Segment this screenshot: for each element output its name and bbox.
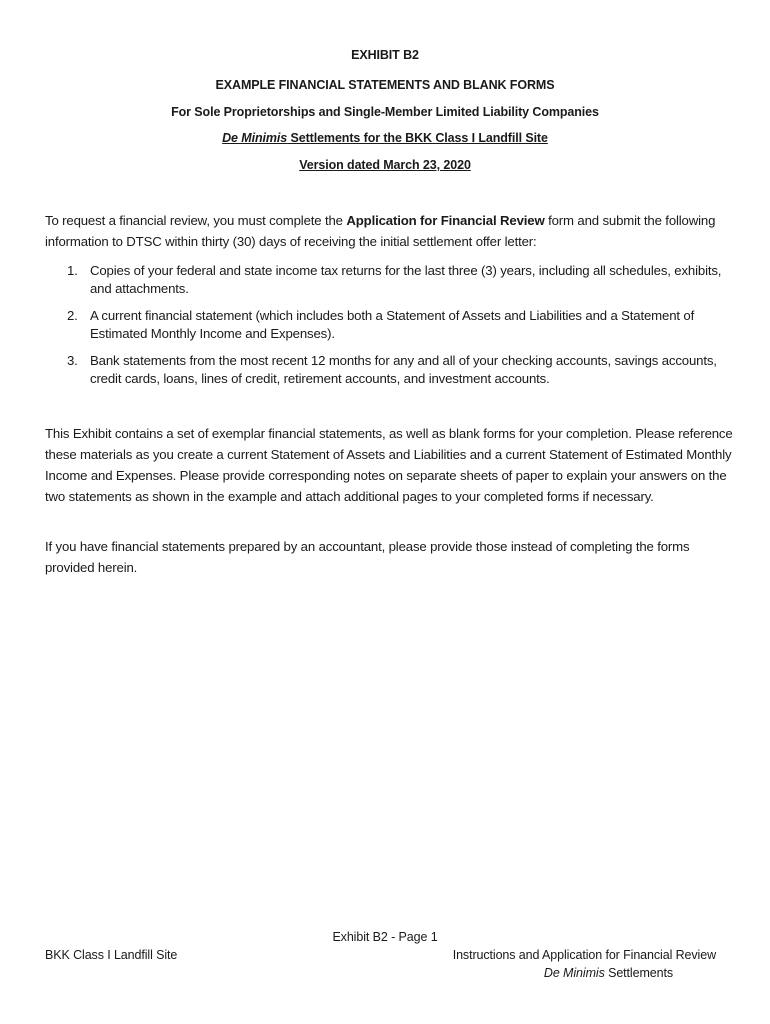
list-item-number: 3. <box>67 353 78 368</box>
settlement-heading-rest: Settlements for the BKK Class I Landfill Site <box>287 131 548 145</box>
footer-right-italic: De Minimis <box>543 966 605 980</box>
settlement-heading <box>0 131 770 145</box>
list-item <box>45 352 735 388</box>
version-date: Version dated March 23, 2020 <box>299 158 471 172</box>
list-item-text: Bank statements from the most recent 12 months for any and all of your checking accounts, savings accounts, credit cards, loans, lines of credit, retirement accounts, and investment accounts. <box>90 353 717 386</box>
accountant-paragraph: If you have financial statements prepared by an accountant, please provide those instead of completing the forms provided herein. <box>45 539 690 575</box>
application-form-name: Application for Financial Review <box>346 213 545 228</box>
intro-text-after: form and submit the following information to DTSC within thirty (30) days of receiving the initial settlement offer letter: <box>45 213 716 249</box>
page-number: Exhibit B2 - Page 1 <box>332 930 438 944</box>
footer-right-rest: Settlements <box>604 966 673 980</box>
required-documents-list <box>45 262 735 397</box>
intro-text-before: To request a financial review, you must complete the <box>45 213 347 228</box>
footer-right-line2 <box>420 964 716 982</box>
intro-paragraph <box>45 210 735 252</box>
list-item-number: 2. <box>67 308 78 323</box>
list-item-number: 1. <box>67 263 78 278</box>
document-title: EXAMPLE FINANCIAL STATEMENTS AND BLANK FORMS <box>215 78 555 92</box>
document-subtitle: For Sole Proprietorships and Single-Member Limited Liability Companies <box>171 105 599 119</box>
exhibit-description-paragraph: This Exhibit contains a set of exemplar financial statements, as well as blank forms for your completion. Please reference these materials as you create a current Statement of Assets and Liabilities and a current Statement of Estimated Monthly Income and Expenses. Please provide corresponding notes on separate sheets of paper to explain your answers on the two statements as shown in the example and attach additional pages to your completed forms if necessary. <box>45 426 733 504</box>
footer-right-block <box>420 946 716 982</box>
exhibit-label: EXHIBIT B2 <box>351 48 419 62</box>
list-item <box>45 262 735 298</box>
footer-site-name: BKK Class I Landfill Site <box>45 948 178 962</box>
list-item <box>45 307 735 343</box>
footer-right-line1: Instructions and Application for Financial Review <box>452 948 716 962</box>
list-item-text: A current financial statement (which includes both a Statement of Assets and Liabilities and a Statement of Estimated Monthly Income and Expenses). <box>90 308 695 341</box>
list-item-text: Copies of your federal and state income tax returns for the last three (3) years, including all schedules, exhibits, and attachments. <box>90 263 722 296</box>
settlement-heading-italic: De Minimis <box>222 131 288 145</box>
